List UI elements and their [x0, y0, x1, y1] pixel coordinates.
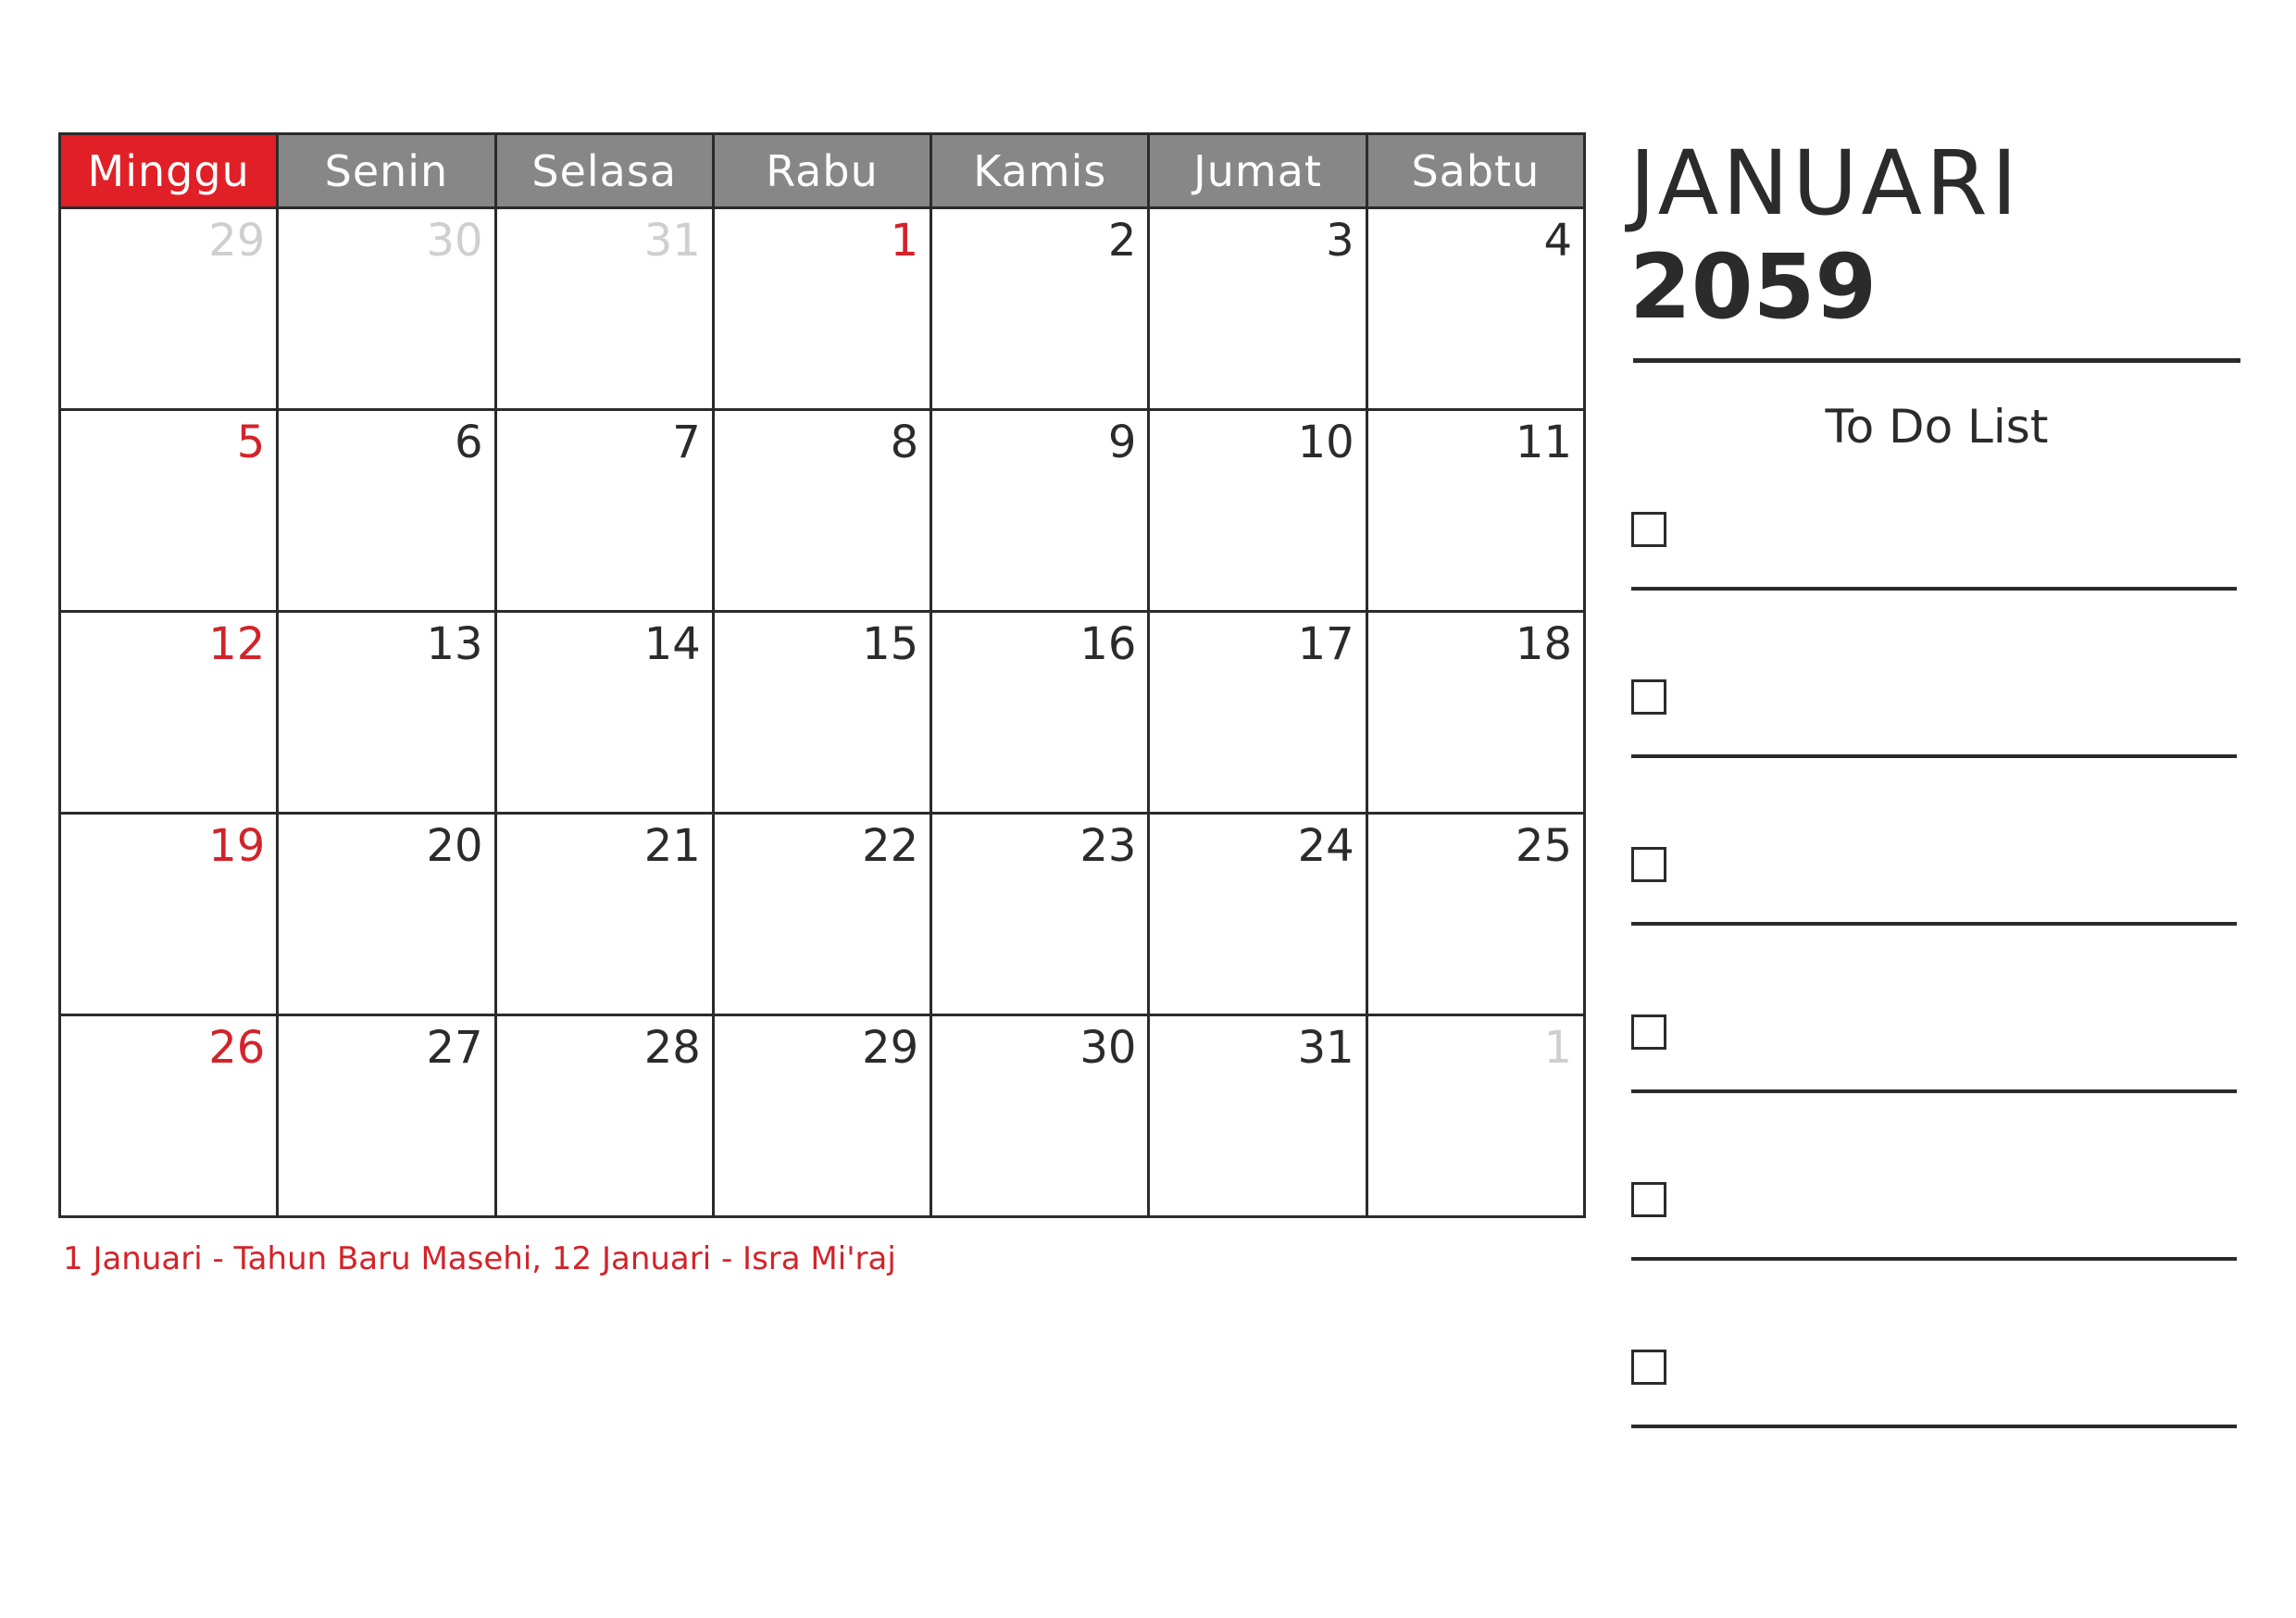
- day-cell[interactable]: [932, 209, 1150, 411]
- day-number: 7: [672, 417, 701, 468]
- calendar-grid: [58, 132, 1586, 1218]
- day-number: 25: [1515, 820, 1572, 872]
- day-cell[interactable]: [1368, 1016, 1586, 1218]
- day-number: 17: [1297, 618, 1354, 670]
- weekday-header: Minggu: [61, 135, 279, 209]
- day-cell[interactable]: [932, 1016, 1150, 1218]
- day-cell[interactable]: [61, 411, 279, 613]
- todo-item: [1631, 679, 2237, 781]
- day-cell[interactable]: [715, 613, 932, 815]
- weekday-header: Jumat: [1150, 135, 1367, 209]
- day-cell[interactable]: [279, 411, 496, 613]
- day-number: 29: [862, 1022, 919, 1074]
- day-number: 24: [1297, 820, 1354, 872]
- day-cell[interactable]: [279, 815, 496, 1016]
- day-number: 30: [1079, 1022, 1137, 1074]
- day-cell[interactable]: [1368, 411, 1586, 613]
- day-cell[interactable]: [1368, 815, 1586, 1016]
- day-cell[interactable]: [279, 209, 496, 411]
- day-number: 3: [1326, 215, 1354, 267]
- day-number: 27: [426, 1022, 483, 1074]
- year-title: 2059: [1629, 235, 1878, 339]
- todo-item: [1631, 512, 2237, 614]
- day-cell[interactable]: [1150, 411, 1367, 613]
- day-cell[interactable]: [715, 209, 932, 411]
- month-title: JANUARI: [1629, 131, 2022, 235]
- day-cell[interactable]: [1150, 209, 1367, 411]
- todo-checkbox[interactable]: [1631, 1014, 1666, 1050]
- day-number: 5: [236, 417, 266, 468]
- day-cell[interactable]: [1150, 613, 1367, 815]
- day-cell[interactable]: [1150, 1016, 1367, 1218]
- day-cell[interactable]: [497, 815, 715, 1016]
- day-number: 9: [1107, 417, 1137, 468]
- todo-item: [1631, 1350, 2237, 1451]
- day-cell[interactable]: [497, 411, 715, 613]
- todo-write-line[interactable]: [1631, 1089, 2237, 1093]
- day-number: 30: [426, 215, 483, 267]
- holiday-note: 1 Januari - Tahun Baru Masehi, 12 Januari - Isra Mi'raj: [63, 1240, 896, 1277]
- todo-checkbox[interactable]: [1631, 679, 1666, 715]
- day-number: 10: [1297, 417, 1354, 468]
- day-number: 20: [426, 820, 483, 872]
- day-number: 31: [643, 215, 701, 267]
- day-number: 18: [1515, 618, 1572, 670]
- day-cell[interactable]: [497, 1016, 715, 1218]
- day-number: 19: [208, 820, 266, 872]
- day-number: 22: [862, 820, 919, 872]
- todo-checkbox[interactable]: [1631, 847, 1666, 882]
- day-number: 31: [1297, 1022, 1354, 1074]
- day-cell[interactable]: [715, 1016, 932, 1218]
- day-cell[interactable]: [279, 613, 496, 815]
- day-number: 8: [890, 417, 919, 468]
- day-number: 1: [1543, 1022, 1572, 1074]
- day-cell[interactable]: [932, 613, 1150, 815]
- todo-item: [1631, 1014, 2237, 1116]
- day-number: 26: [208, 1022, 266, 1074]
- day-number: 21: [643, 820, 701, 872]
- day-cell[interactable]: [1368, 209, 1586, 411]
- todo-checkbox[interactable]: [1631, 512, 1666, 547]
- weekday-header: Senin: [279, 135, 496, 209]
- day-number: 6: [455, 417, 483, 468]
- day-number: 13: [426, 618, 483, 670]
- day-cell[interactable]: [497, 209, 715, 411]
- day-cell[interactable]: [715, 815, 932, 1016]
- day-cell[interactable]: [1150, 815, 1367, 1016]
- todo-item: [1631, 847, 2237, 949]
- todo-item: [1631, 1182, 2237, 1284]
- todo-write-line[interactable]: [1631, 1425, 2237, 1428]
- day-cell[interactable]: [61, 815, 279, 1016]
- day-number: 28: [643, 1022, 701, 1074]
- day-cell[interactable]: [715, 411, 932, 613]
- day-number: 23: [1079, 820, 1137, 872]
- title-divider: [1633, 358, 2240, 363]
- todo-write-line[interactable]: [1631, 922, 2237, 926]
- weekday-header: Rabu: [715, 135, 932, 209]
- todo-checkbox[interactable]: [1631, 1182, 1666, 1217]
- day-number: 11: [1515, 417, 1572, 468]
- todo-checkbox[interactable]: [1631, 1350, 1666, 1385]
- day-cell[interactable]: [932, 411, 1150, 613]
- day-number: 16: [1079, 618, 1137, 670]
- day-cell[interactable]: [1368, 613, 1586, 815]
- todo-write-line[interactable]: [1631, 754, 2237, 758]
- day-cell[interactable]: [61, 613, 279, 815]
- day-cell[interactable]: [61, 209, 279, 411]
- weekday-header: Sabtu: [1368, 135, 1586, 209]
- day-number: 12: [208, 618, 266, 670]
- day-number: 14: [643, 618, 701, 670]
- todo-write-line[interactable]: [1631, 1257, 2237, 1261]
- weekday-header: Kamis: [932, 135, 1150, 209]
- day-cell[interactable]: [279, 1016, 496, 1218]
- day-number: 1: [890, 215, 919, 267]
- weekday-header: Selasa: [497, 135, 715, 209]
- day-cell[interactable]: [61, 1016, 279, 1218]
- todo-list-title: To Do List: [1825, 400, 2049, 454]
- day-number: 2: [1107, 215, 1137, 267]
- day-cell[interactable]: [497, 613, 715, 815]
- day-number: 15: [862, 618, 919, 670]
- day-number: 4: [1543, 215, 1572, 267]
- todo-write-line[interactable]: [1631, 587, 2237, 591]
- day-number: 29: [208, 215, 266, 267]
- day-cell[interactable]: [932, 815, 1150, 1016]
